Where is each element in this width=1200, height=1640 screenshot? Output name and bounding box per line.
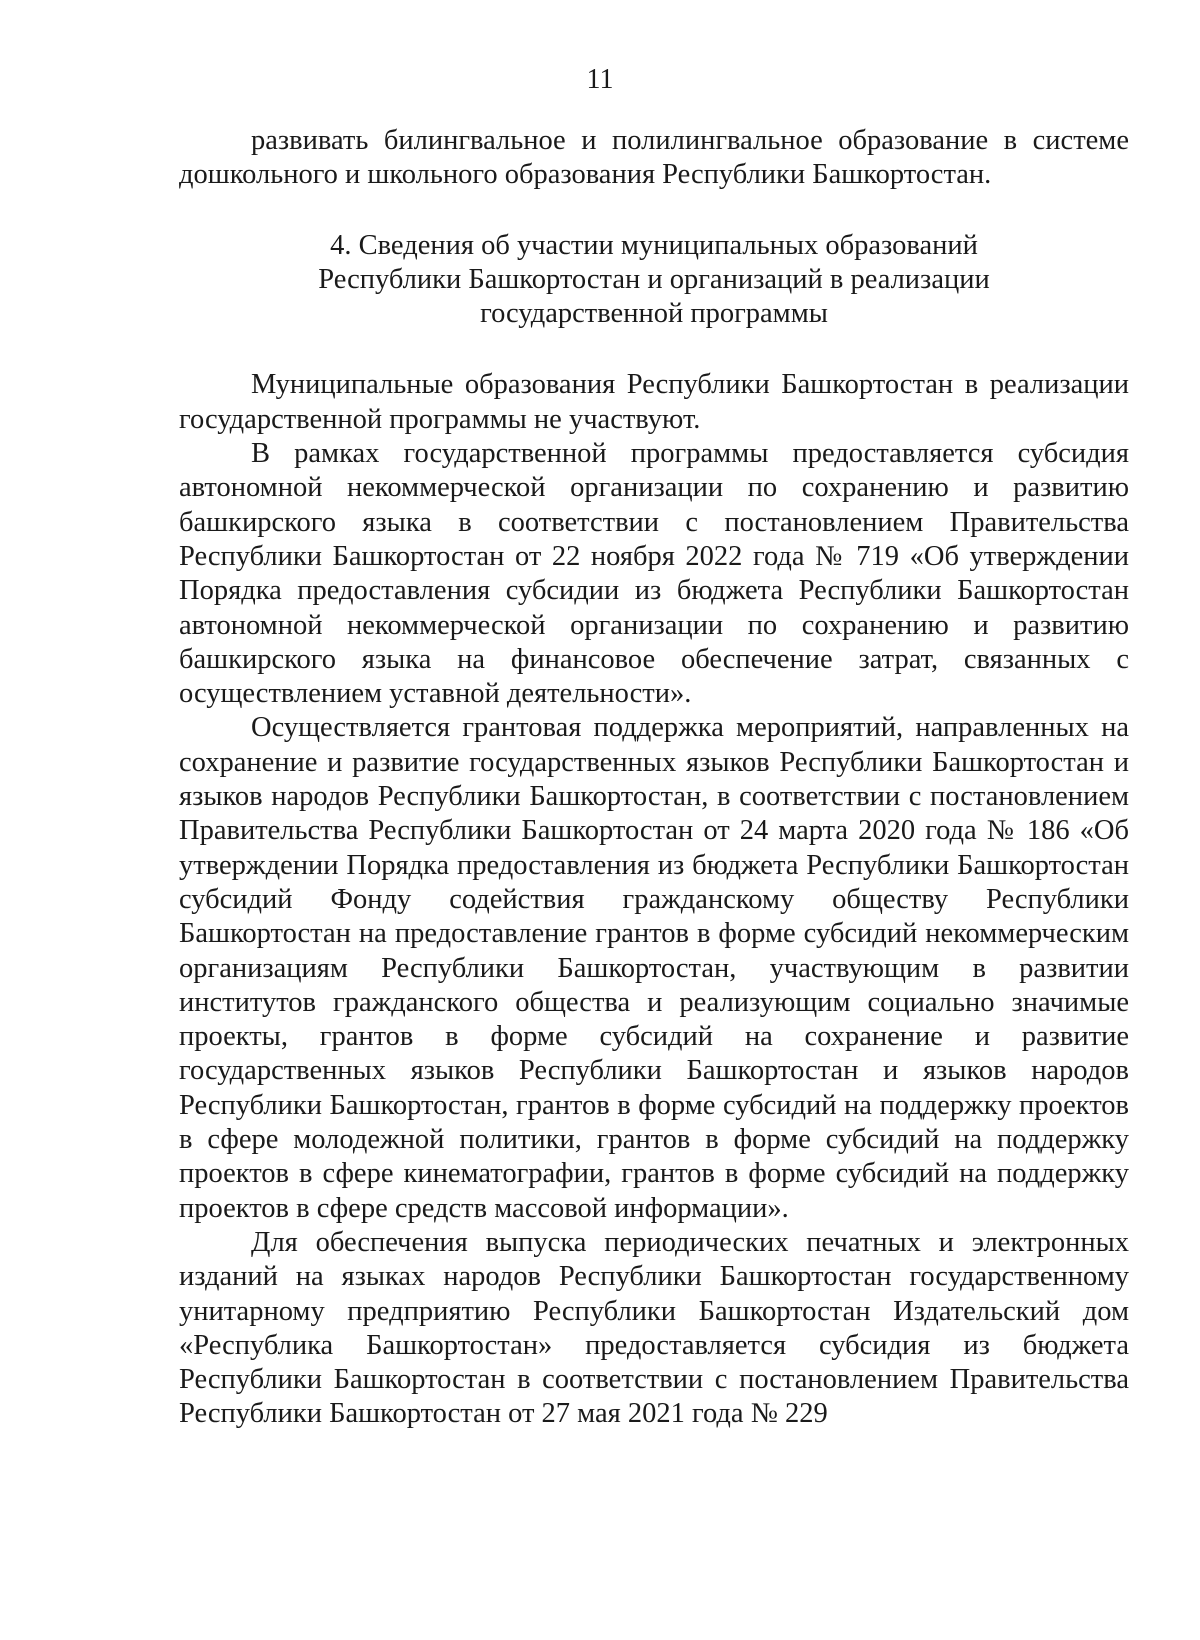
paragraph-municipal-participation: Муниципальные образования Республики Башкортостан в реализации государственной программы не участвуют. — [179, 369, 1129, 435]
intro-paragraph: развивать билингвальное и полилингвальное образование в системе дошкольного и школьного образования Республики Башкортостан. — [179, 125, 1129, 191]
paragraph-publishing-subsidy: Для обеспечения выпуска периодических печатных и электронных изданий на языках народов Республики Башкортостан государственному унитарному предприятию Республики Башкортостан Издательский дом «Республика Башкортостан» предоставляется субсидия из бюджета Республики Башкортостан в соответствии с постановлением Правительства Республики Башкортостан от 27 мая 2021 года № 229 — [179, 1226, 1129, 1430]
paragraph-subsidy-language-organization: В рамках государственной программы предоставляется субсидия автономной некоммерческой организации по сохранению и развитию башкирского языка в соответствии с постановлением Правительства Республики Башкортостан от 22 ноября 2022 года № 719 «Об утверждении Порядка предоставления субсидии из бюджета Республики Башкортостан автономной некоммерческой организации по сохранению и развитию башкирского языка на финансовое обеспечение затрат, связанных с осуществлением уставной деятельности». — [179, 438, 1129, 710]
page-number: 11 — [586, 64, 614, 95]
section-heading: 4. Сведения об участии муниципальных образований Республики Башкортостан и организаций в реализации государственной программы — [318, 229, 990, 330]
paragraph-grant-support: Осуществляется грантовая поддержка мероприятий, направленных на сохранение и развитие государственных языков Республики Башкортостан и языков народов Республики Башкортостан, в соответствии с постановлением Правительства Республики Башкортостан от 24 марта 2020 года № 186 «Об утверждении Порядка предоставления из бюджета Республики Башкортостан субсидий Фонду содействия гражданскому обществу Республики Башкортостан на предоставление грантов в форме субсидий некоммерческим организациям Республики Башкортостан, участвующим в развитии институтов гражданского общества и реализующим социально значимые проекты, грантов в форме субсидий на сохранение и развитие государственных языков Республики Башкортостан и языков народов Республики Башкортостан, грантов в форме субсидий на поддержку проектов в сфере молодежной политики, грантов в форме субсидий на поддержку проектов в сфере кинематографии, грантов в форме субсидий на поддержку проектов в сфере средств массовой информации». — [179, 712, 1129, 1224]
document-body — [179, 124, 1129, 1432]
